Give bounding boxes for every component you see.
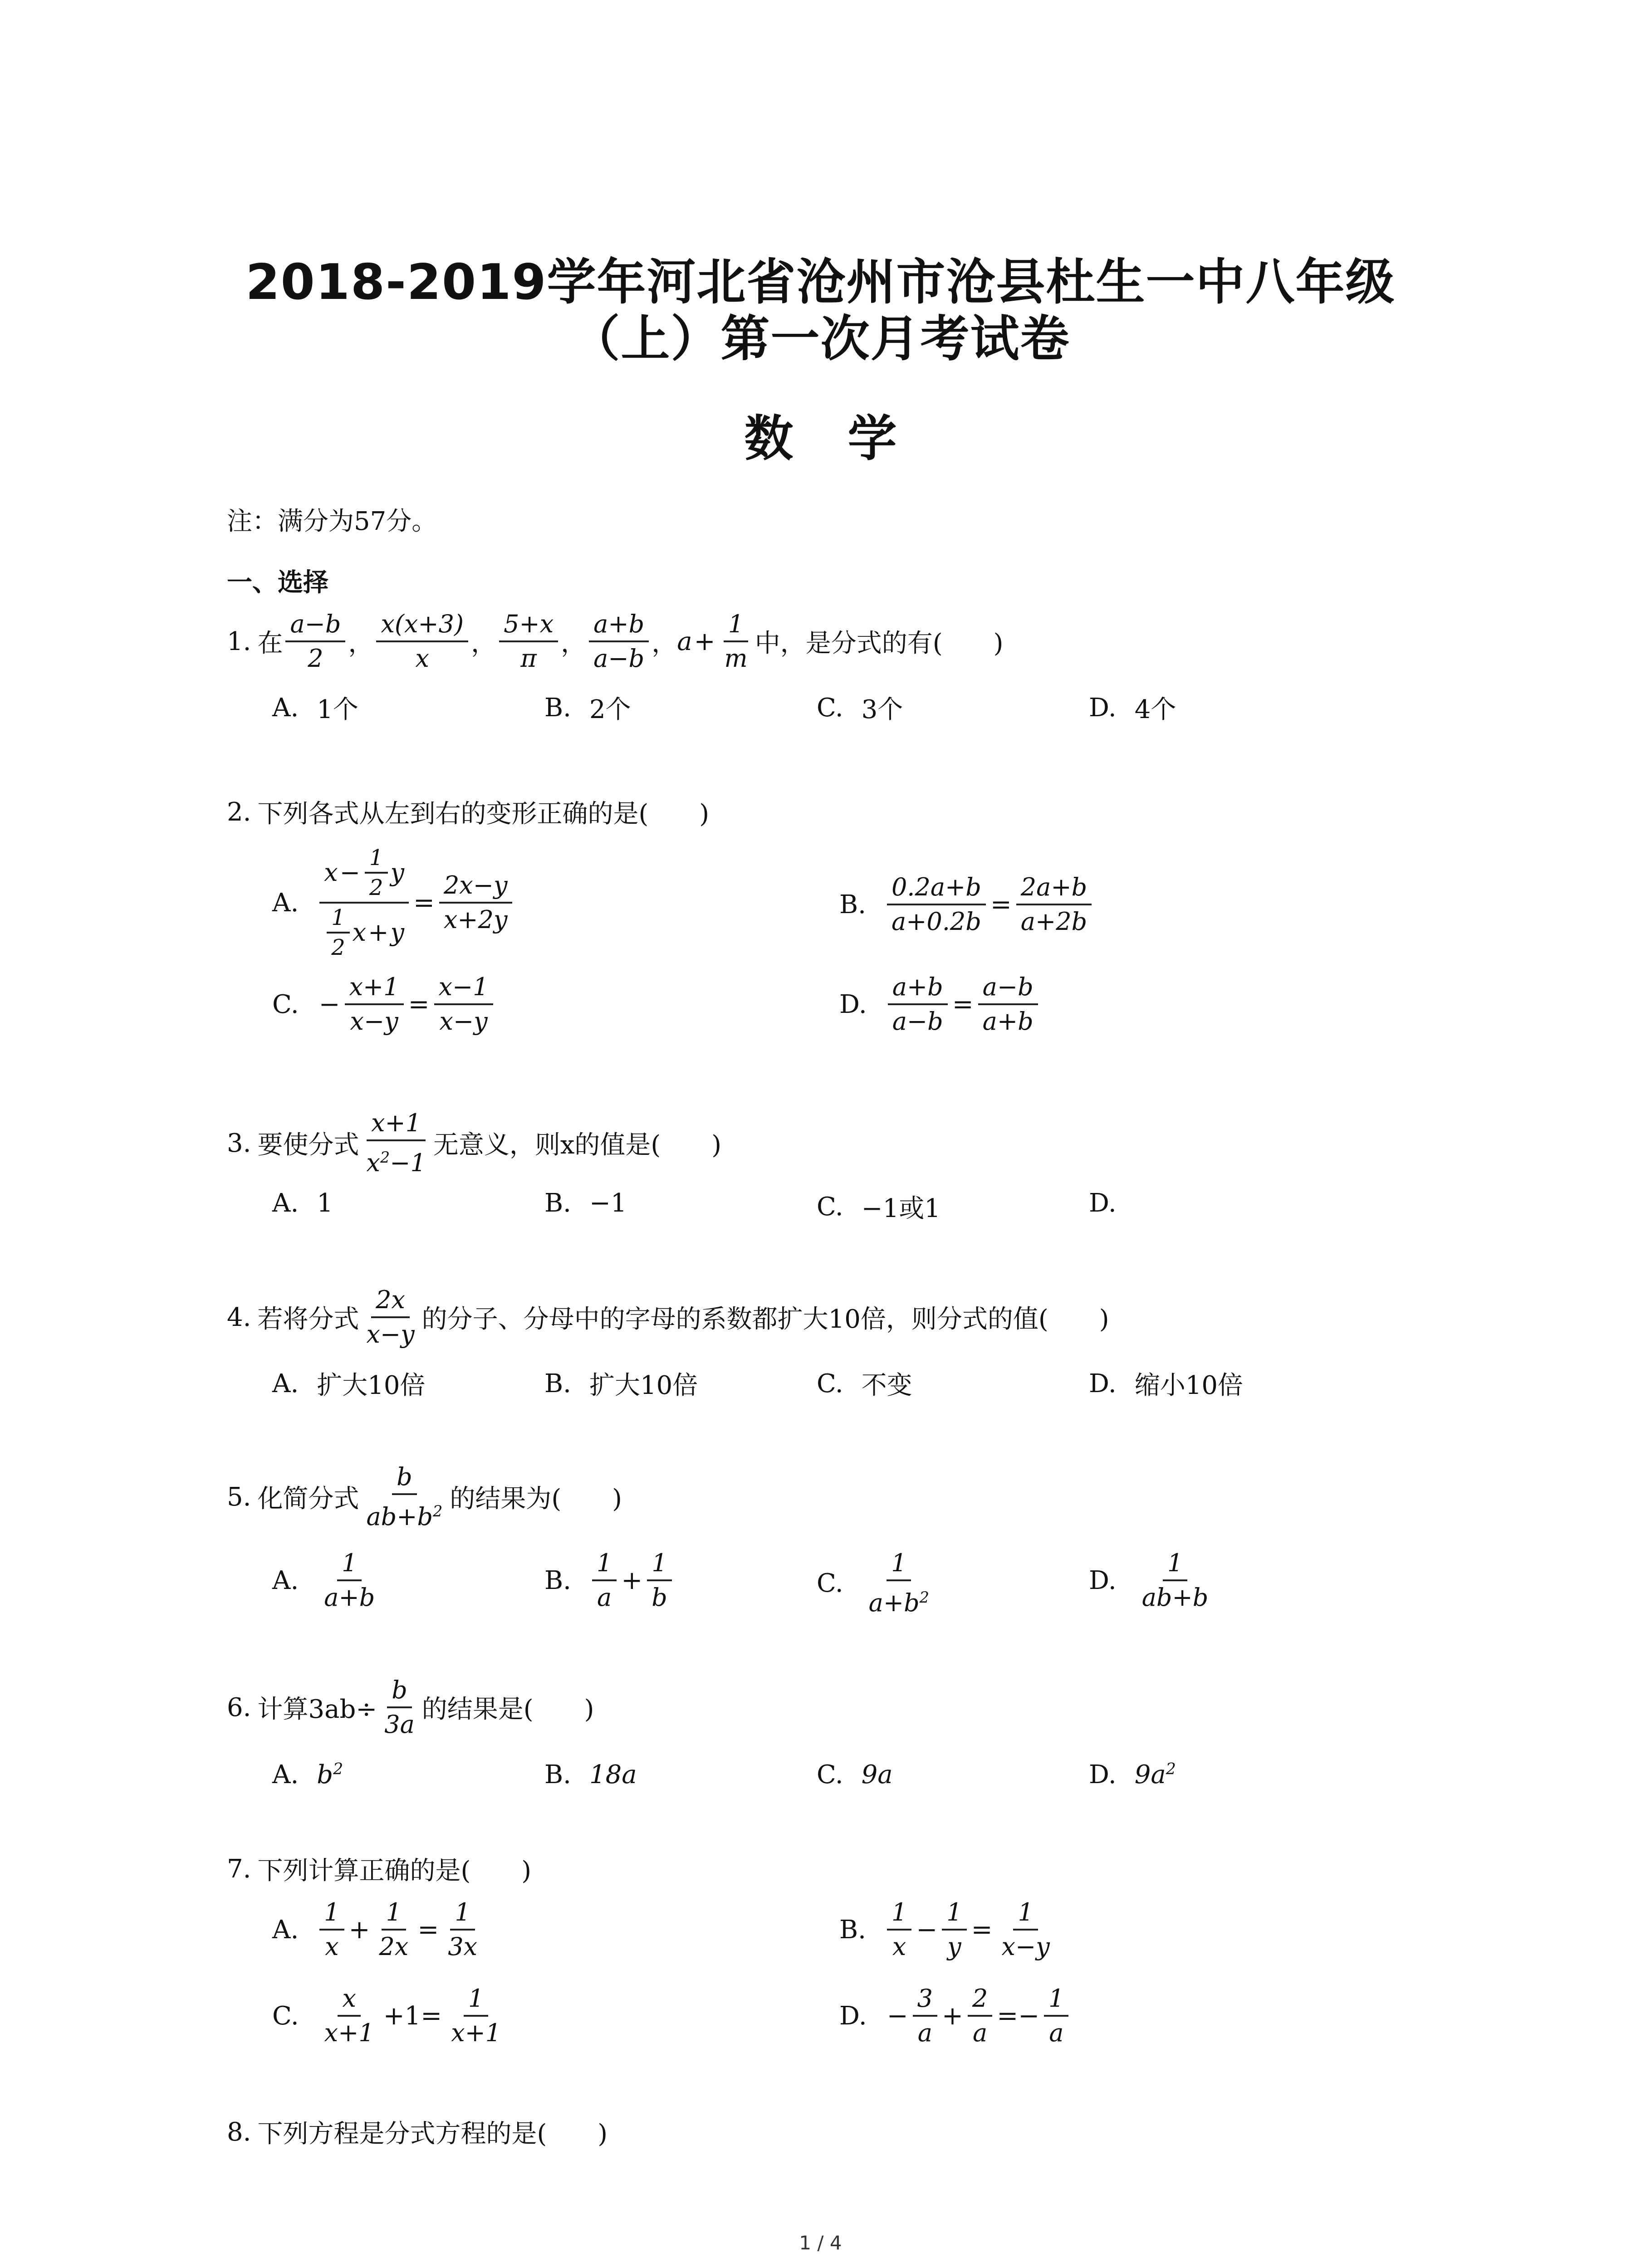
fraction: $\frac{2x-y}{x+2y}$ bbox=[439, 869, 512, 936]
option-d: D. $\frac{1}{ab+b}$ bbox=[1089, 1547, 1215, 1614]
option-b: B. $\frac{1}{x}$ − $\frac{1}{y}$ = $\frac{1}{x-y}$ bbox=[839, 1896, 1057, 1963]
option-c: C. −1或1 bbox=[817, 1192, 941, 1223]
option-d: D. 缩小10倍 bbox=[1089, 1369, 1243, 1400]
question-stem-suffix: 中，是分式的有( ) bbox=[754, 629, 1004, 658]
subject-heading: 数学 bbox=[744, 411, 951, 467]
option-a: A. $b^2$ bbox=[272, 1760, 343, 1789]
option-a: A. $\frac{1}{x}$ + $\frac{1}{2x}$ = $\frac{1}{3x}$ bbox=[272, 1896, 485, 1963]
option-a: A. 1 bbox=[272, 1188, 333, 1218]
score-note: 注：满分为57分。 bbox=[227, 507, 437, 536]
question-8 bbox=[227, 2114, 607, 2150]
option-a: A. 1个 bbox=[272, 693, 358, 724]
option-d: D. $\frac{a+b}{a-b}$ = $\frac{a-b}{a+b}$ bbox=[839, 971, 1041, 1038]
question-stem-prefix: 化简分式 bbox=[257, 1484, 359, 1514]
question-stem-suffix: 的结果为( ) bbox=[450, 1484, 622, 1514]
title-line-2: （上）第一次月考试卷 bbox=[571, 311, 1070, 367]
option-b: B. 扩大10倍 bbox=[544, 1369, 698, 1400]
fraction: $\frac{x(x+3)}{x}$ bbox=[376, 608, 468, 675]
question-stem-suffix: 的结果是( ) bbox=[421, 1695, 594, 1724]
compound-fraction: x − $\frac{1}{2}$ y $\frac{1}{2}$ x + y bbox=[319, 844, 409, 962]
question-7 bbox=[227, 1851, 531, 1887]
fraction: $\frac{a-b}{2}$ bbox=[285, 608, 345, 675]
section-heading: 一、选择 bbox=[227, 568, 328, 597]
fraction: $\frac{2x}{x-y}$ bbox=[362, 1284, 419, 1351]
question-number: 5. bbox=[227, 1482, 251, 1512]
fraction: $\frac{a+b}{a-b}$ bbox=[589, 608, 649, 675]
option-d: D. bbox=[1089, 1188, 1117, 1218]
title-line-1: 2018-2019学年河北省沧州市沧县杜生一中八年级 bbox=[245, 254, 1396, 311]
question-stem: 下列计算正确的是( ) bbox=[257, 1856, 532, 1886]
question-2 bbox=[227, 794, 709, 830]
question-stem: 下列方程是分式方程的是( ) bbox=[257, 2119, 608, 2149]
fraction: $\frac{b}{3a}$ bbox=[380, 1674, 419, 1741]
question-1: 1. 在 $\frac{a-b}{2}$ ， $\frac{x(x+3)}{x}$ ， $\frac{5+x}{\pi}$ ， $\frac{a+b}{a-b}$ ， a + $\frac{1}{m}$ 中，是分式的有( ) bbox=[227, 608, 1003, 675]
option-b: B. $\frac{1}{a}$ + $\frac{1}{b}$ bbox=[544, 1547, 675, 1614]
option-c: C. 3个 bbox=[817, 693, 903, 724]
option-d: D. 4个 bbox=[1089, 693, 1176, 724]
fraction: $\frac{b}{ab+b^2}$ bbox=[362, 1461, 447, 1533]
option-b: B. 18a bbox=[544, 1760, 637, 1789]
option-c: C. 不变 bbox=[817, 1369, 912, 1400]
question-number: 4. bbox=[227, 1302, 251, 1332]
question-number: 1. bbox=[227, 626, 251, 656]
question-number: 2. bbox=[227, 797, 251, 827]
option-a: A. $\frac{1}{a+b}$ bbox=[272, 1547, 382, 1614]
option-b: B. $\frac{0.2a+b}{a+0.2b}$ = $\frac{2a+b}{a+2b}$ bbox=[839, 871, 1094, 938]
option-b: B. 2个 bbox=[544, 693, 631, 724]
question-number: 6. bbox=[227, 1692, 251, 1722]
question-number: 8. bbox=[227, 2117, 251, 2147]
question-number: 3. bbox=[227, 1128, 251, 1158]
question-stem-suffix: 的分子、分母中的字母的系数都扩大10倍，则分式的值( ) bbox=[421, 1305, 1109, 1334]
question-stem-prefix: 计算3ab÷ bbox=[257, 1695, 377, 1724]
option-c: C. $\frac{1}{a+b^2}$ bbox=[817, 1547, 936, 1619]
question-4 bbox=[227, 1284, 1109, 1351]
question-stem-prefix: 若将分式 bbox=[257, 1305, 359, 1334]
option-d: D. $9a^2$ bbox=[1089, 1760, 1176, 1789]
exam-title bbox=[0, 254, 1641, 367]
option-c: C. − $\frac{x+1}{x-y}$ = $\frac{x-1}{x-y}$ bbox=[272, 971, 496, 1038]
question-6 bbox=[227, 1674, 594, 1741]
option-c: C. $\frac{x}{x+1}$ +1= $\frac{1}{x+1}$ bbox=[272, 1982, 508, 2049]
option-a: A. x − $\frac{1}{2}$ y $\frac{1}{2}$ x + y = $\frac{2x-y}{x+2y}$ bbox=[272, 844, 515, 962]
question-stem: 下列各式从左到右的变形正确的是( ) bbox=[257, 799, 710, 829]
fraction: $\frac{5+x}{\pi}$ bbox=[499, 608, 558, 675]
option-a: A. 扩大10倍 bbox=[272, 1369, 426, 1400]
question-stem-prefix: 在 bbox=[257, 629, 283, 658]
option-c: C. 9a bbox=[817, 1760, 893, 1789]
fraction: $\frac{1}{m}$ bbox=[720, 608, 752, 675]
question-5 bbox=[227, 1461, 622, 1533]
page-number: 1 / 4 bbox=[799, 2232, 842, 2254]
question-number: 7. bbox=[227, 1854, 251, 1884]
question-3 bbox=[227, 1107, 721, 1179]
option-b: B. −1 bbox=[544, 1188, 627, 1218]
option-d: D. − $\frac{3}{a}$ + $\frac{2}{a}$ =− $\frac{1}{a}$ bbox=[839, 1982, 1071, 2049]
question-stem-suffix: 无意义，则x的值是( ) bbox=[433, 1130, 722, 1160]
question-stem-prefix: 要使分式 bbox=[257, 1130, 359, 1160]
fraction: $\frac{x+1}{x^2-1}$ bbox=[362, 1107, 430, 1179]
